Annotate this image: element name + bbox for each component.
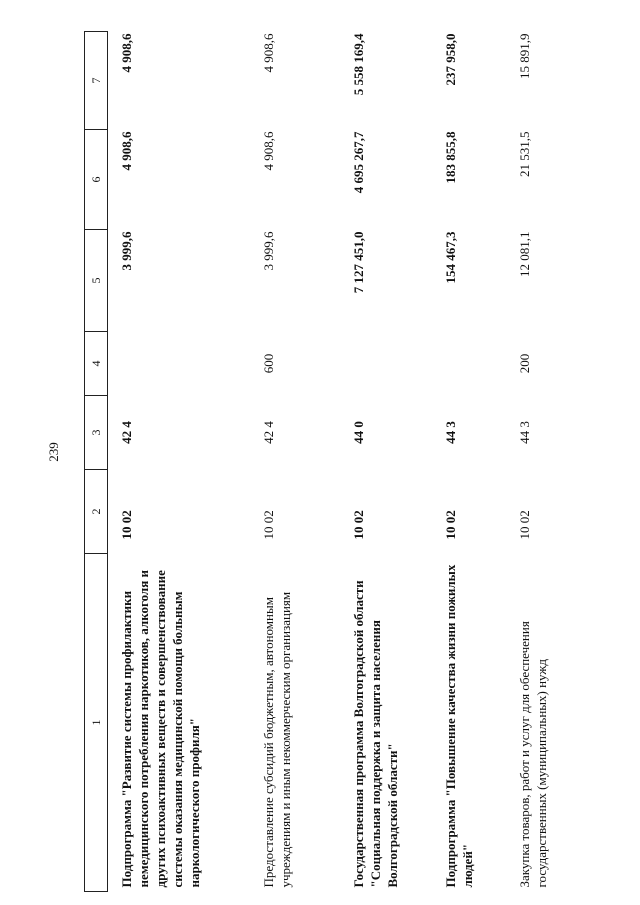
column-header: 6 <box>85 130 108 230</box>
rotated-table-container <box>84 32 624 892</box>
row-value-7: 237 958,0 <box>443 33 458 86</box>
row-section: 10 02 <box>351 510 366 540</box>
row-article: 44 3 <box>443 421 458 444</box>
column-header: 7 <box>85 32 108 130</box>
row-name: Предоставление субсидий бюджетным, автономным учреждениям и иным некоммерческим организациям <box>261 591 293 888</box>
row-name: Государственная программа Волгоградской области "Социальная поддержка и защита населения Волгоградской области" <box>351 580 400 888</box>
row-section: 10 02 <box>119 510 134 540</box>
row-value-7: 4 908,6 <box>119 33 134 73</box>
row-value-7: 15 891,9 <box>517 33 532 79</box>
row-value-5: 3 999,6 <box>261 231 276 271</box>
column-header: 5 <box>85 230 108 332</box>
row-article: 44 0 <box>351 421 366 444</box>
row-value-6: 4 908,6 <box>261 131 276 171</box>
row-name: Подпрограмма "Развитие системы профилактики немедицинского потребления наркотиков, алкоголя и других психоактивных веществ и совершенствование системы оказания медицинской помощи больным наркологического профиля" <box>119 570 202 888</box>
row-value-5: 7 127 451,0 <box>351 231 366 294</box>
page-number: 239 <box>46 442 61 462</box>
table-row <box>506 32 582 892</box>
row-section: 10 02 <box>261 510 276 540</box>
column-header: 2 <box>85 470 108 554</box>
row-name: Подпрограмма "Повышение качества жизни пожилых людей" <box>443 564 475 888</box>
row-type <box>432 332 506 396</box>
row-section: 10 02 <box>443 510 458 540</box>
row-name: Закупка товаров, работ и услуг для обеспечения государственных (муниципальных) нужд <box>517 621 549 888</box>
row-value-5: 3 999,6 <box>119 231 134 271</box>
row-type: 200 <box>517 353 532 374</box>
row-value-7: 5 558 169,4 <box>351 33 366 96</box>
table-row <box>250 32 340 892</box>
row-value-5: 12 081,1 <box>517 231 532 277</box>
table-row <box>340 32 432 892</box>
row-article: 42 4 <box>261 421 276 444</box>
row-type: 600 <box>261 353 276 374</box>
table-header-row <box>85 32 108 892</box>
budget-table <box>84 31 582 892</box>
row-value-7: 4 908,6 <box>261 33 276 73</box>
table-row <box>108 32 251 892</box>
row-value-6: 4 695 267,7 <box>351 131 366 194</box>
row-value-6: 183 855,8 <box>443 131 458 184</box>
row-article: 44 3 <box>517 421 532 444</box>
row-value-5: 154 467,3 <box>443 231 458 284</box>
row-type <box>108 332 251 396</box>
row-section: 10 02 <box>517 510 532 540</box>
row-article: 42 4 <box>119 421 134 444</box>
column-header: 3 <box>85 396 108 470</box>
row-value-6: 21 531,5 <box>517 131 532 177</box>
table-row <box>432 32 506 892</box>
row-type <box>340 332 432 396</box>
row-value-6: 4 908,6 <box>119 131 134 171</box>
column-header: 1 <box>85 554 108 892</box>
column-header: 4 <box>85 332 108 396</box>
budget-table-sheet <box>84 32 624 892</box>
